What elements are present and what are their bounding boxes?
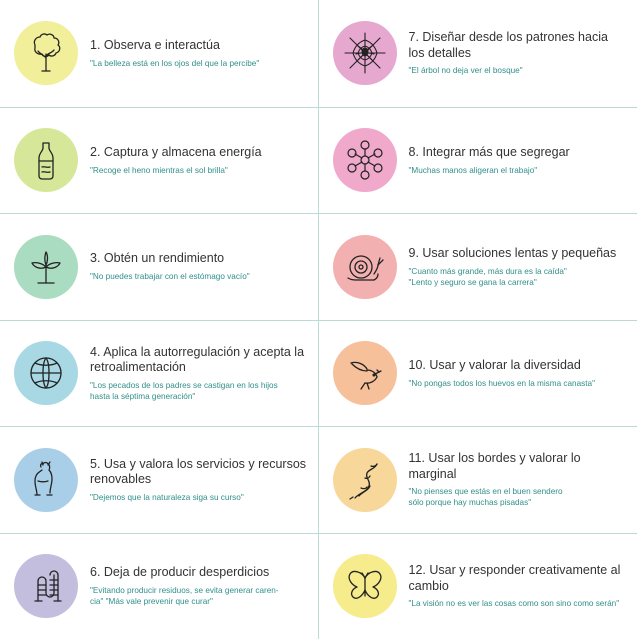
principle-cell	[319, 0, 637, 107]
tree-icon	[14, 21, 78, 85]
principle-title: 1. Observa e interactúa	[90, 37, 220, 52]
globe-icon	[14, 341, 78, 405]
horse-icon	[14, 448, 78, 512]
principle-quote: "No puedes trabajar con el estómago vacío"	[90, 272, 250, 282]
principle-quote: "Dejemos que la naturaleza siga su curso"	[90, 492, 244, 502]
principle-quote: "El árbol no deja ver el bosque"	[408, 66, 523, 76]
butterfly-icon	[333, 554, 397, 618]
principle-text	[90, 145, 308, 176]
principle-text	[409, 451, 628, 508]
principle-quote: sólo porque hay muchas pisadas"	[408, 498, 532, 508]
principle-quote: "Los pecados de los padres se castigan en los hijos	[90, 380, 278, 390]
principle-quote: "La visión no es ver las cosas como son sino como serán"	[408, 599, 620, 609]
principle-title: 10. Usar y valorar la diversidad	[408, 357, 581, 372]
principle-cell	[319, 107, 637, 214]
principle-text	[409, 563, 628, 609]
principle-cell	[0, 426, 319, 533]
spider-web-icon	[333, 21, 397, 85]
hummingbird-icon	[333, 341, 397, 405]
principle-title: 5. Usa y valora los servicios y recursos renovables	[90, 456, 307, 487]
principle-quote: "Muchas manos aligeran el trabajo"	[408, 165, 538, 175]
principle-title: 7. Diseñar desde los patrones hacia los detalles	[408, 30, 608, 60]
principle-quote: "Evitando producir residuos, se evita generar caren-	[90, 586, 279, 595]
principle-title: 12. Usar y responder creativamente al cambio	[408, 563, 621, 593]
principle-text	[90, 457, 308, 503]
principle-cell	[319, 320, 637, 427]
principle-title: 4. Aplica la autorregulación y acepta la retroalimentación	[90, 344, 305, 375]
principle-quote: "Cuanto más grande, más dura es la caída"	[408, 266, 567, 276]
principle-title: 11. Usar los bordes y valorar lo marginal	[408, 451, 581, 481]
principle-text	[90, 565, 308, 607]
principle-title: 8. Integrar más que segregar	[408, 144, 570, 159]
principle-text	[409, 145, 628, 176]
principle-cell	[0, 0, 319, 107]
principle-text	[409, 30, 628, 76]
molecule-icon	[333, 128, 397, 192]
bottle-icon	[14, 128, 78, 192]
sprout-icon	[14, 235, 78, 299]
principle-text	[90, 251, 308, 282]
principle-title: 3. Obtén un rendimiento	[90, 251, 225, 266]
principle-text	[409, 358, 628, 389]
principle-cell	[0, 320, 319, 427]
principle-quote: "No pongas todos los huevos en la misma canasta"	[408, 378, 595, 388]
principle-text	[90, 38, 308, 69]
principle-cell	[0, 213, 319, 320]
principle-cell	[0, 533, 319, 639]
principle-quote: hasta la séptima generación"	[90, 391, 196, 401]
principle-cell	[319, 213, 637, 320]
principle-cell	[0, 107, 319, 214]
principle-quote: "Lento y seguro se gana la carrera"	[408, 277, 537, 287]
principle-title: 2. Captura y almacena energía	[90, 144, 262, 159]
principle-text	[90, 345, 308, 402]
snail-icon	[333, 235, 397, 299]
principle-title: 9. Usar soluciones lentas y pequeñas	[408, 245, 617, 260]
principle-title: 6. Deja de producir desperdicios	[90, 565, 270, 580]
worm-icon	[14, 554, 78, 618]
principle-quote: "La belleza está en los ojos del que la percibe"	[90, 58, 260, 68]
principle-text	[409, 246, 628, 288]
principle-quote: cia" "Más vale prevenir que curar"	[90, 597, 213, 607]
river-path-icon	[333, 448, 397, 512]
principle-cell	[319, 426, 637, 533]
principle-quote: "No pienses que estás en el buen sendero	[408, 487, 563, 497]
principle-cell	[319, 533, 637, 639]
principle-quote: "Recoge el heno mientras el sol brilla"	[90, 165, 228, 175]
